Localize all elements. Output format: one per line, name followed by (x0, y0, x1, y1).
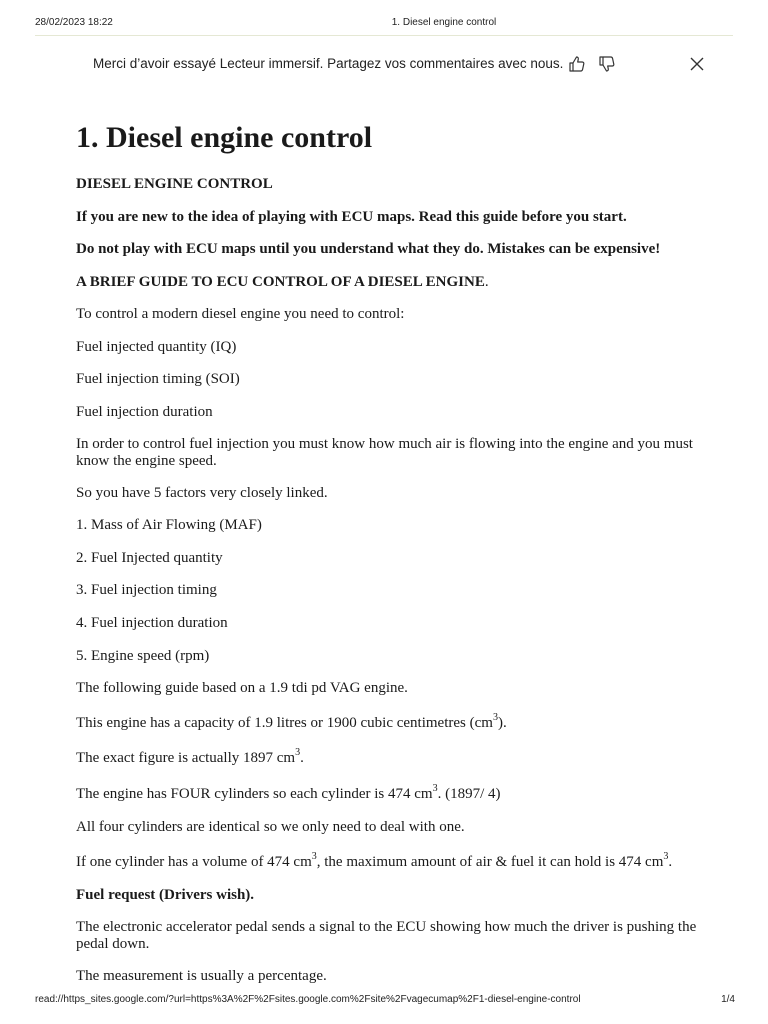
thumbs-down-icon[interactable] (597, 54, 617, 74)
control-item: Fuel injection duration (76, 404, 213, 420)
factor-item: 1. Mass of Air Flowing (MAF) (76, 517, 262, 533)
thumbs-up-icon[interactable] (567, 54, 587, 74)
factor-item: 4. Fuel injection duration (76, 615, 228, 631)
factors-intro: So you have 5 factors very closely linked. (76, 485, 328, 501)
article (76, 120, 706, 984)
section-heading: DIESEL ENGINE CONTROL (76, 176, 273, 192)
header-divider (35, 35, 733, 36)
print-url: read://https_sites.google.com/?url=https%3A%2F%2Fsites.google.com%2Fsite%2Fvagecumap%2F1-diesel-engine-control (35, 994, 581, 1005)
print-date: 28/02/2023 18:22 (35, 17, 113, 28)
feedback-message: Merci d’avoir essayé Lecteur immersif. Partagez vos commentaires avec nous. (93, 56, 564, 71)
print-footer (0, 994, 768, 1010)
superscript-3: 3 (492, 712, 498, 723)
cylinder-paragraph (76, 783, 706, 803)
measurement-paragraph: The measurement is usually a percentage. (76, 968, 327, 984)
article-title: 1. Diesel engine control (76, 121, 373, 154)
factor-item: 3. Fuel injection timing (76, 582, 217, 598)
exact-figure-paragraph (76, 747, 706, 767)
print-header (0, 0, 768, 36)
factor-item: 5. Engine speed (rpm) (76, 648, 210, 664)
identical-paragraph: All four cylinders are identical so we only need to deal with one. (76, 819, 465, 835)
control-item: Fuel injected quantity (IQ) (76, 339, 237, 355)
control-intro: To control a modern diesel engine you need to control: (76, 306, 405, 322)
fuel-request-heading: Fuel request (Drivers wish). (76, 887, 255, 903)
warning-new: If you are new to the idea of playing with ECU maps. Read this guide before you start. (76, 209, 627, 225)
volume-text: If one cylinder has a volume of 474 cm (76, 854, 312, 870)
cylinder-end: . (1897/ 4) (437, 786, 501, 802)
capacity-paragraph (76, 712, 706, 732)
guide-based: The following guide based on a 1.9 tdi pd VAG engine. (76, 680, 408, 696)
feedback-banner (35, 45, 733, 83)
factor-item: 2. Fuel Injected quantity (76, 550, 223, 566)
print-page-title: 1. Diesel engine control (391, 17, 497, 28)
cylinder-text: The engine has FOUR cylinders so each cylinder is 474 cm (76, 786, 433, 802)
brief-guide-text: A BRIEF GUIDE TO ECU CONTROL OF A DIESEL ENGINE (76, 274, 485, 290)
brief-guide-heading (76, 274, 706, 291)
page-number: 1/4 (721, 994, 735, 1005)
capacity-end: ). (497, 715, 507, 731)
volume-text-2: , the maximum amount of air & fuel it can hold is 474 cm (316, 854, 664, 870)
close-icon[interactable] (687, 54, 707, 74)
exact-text: The exact figure is actually 1897 cm (76, 750, 296, 766)
exact-end: . (300, 750, 304, 766)
capacity-text: This engine has a capacity of 1.9 litres or 1900 cubic centimetres (cm (76, 715, 493, 731)
pedal-paragraph: The electronic accelerator pedal sends a signal to the ECU showing how much the driver is pushing the pedal down. (76, 919, 697, 952)
volume-paragraph (76, 851, 706, 871)
superscript-3: 3 (432, 783, 438, 794)
superscript-3: 3 (295, 747, 301, 758)
superscript-3: 3 (663, 851, 669, 862)
volume-end: . (668, 854, 673, 870)
superscript-3: 3 (311, 851, 317, 862)
brief-guide-period: . (484, 274, 489, 290)
air-speed-paragraph: In order to control fuel injection you must know how much air is flowing into the engine and you must know the engine speed. (76, 436, 693, 469)
control-item: Fuel injection timing (SOI) (76, 371, 240, 387)
warning-expensive: Do not play with ECU maps until you understand what they do. Mistakes can be expensive! (76, 241, 661, 257)
